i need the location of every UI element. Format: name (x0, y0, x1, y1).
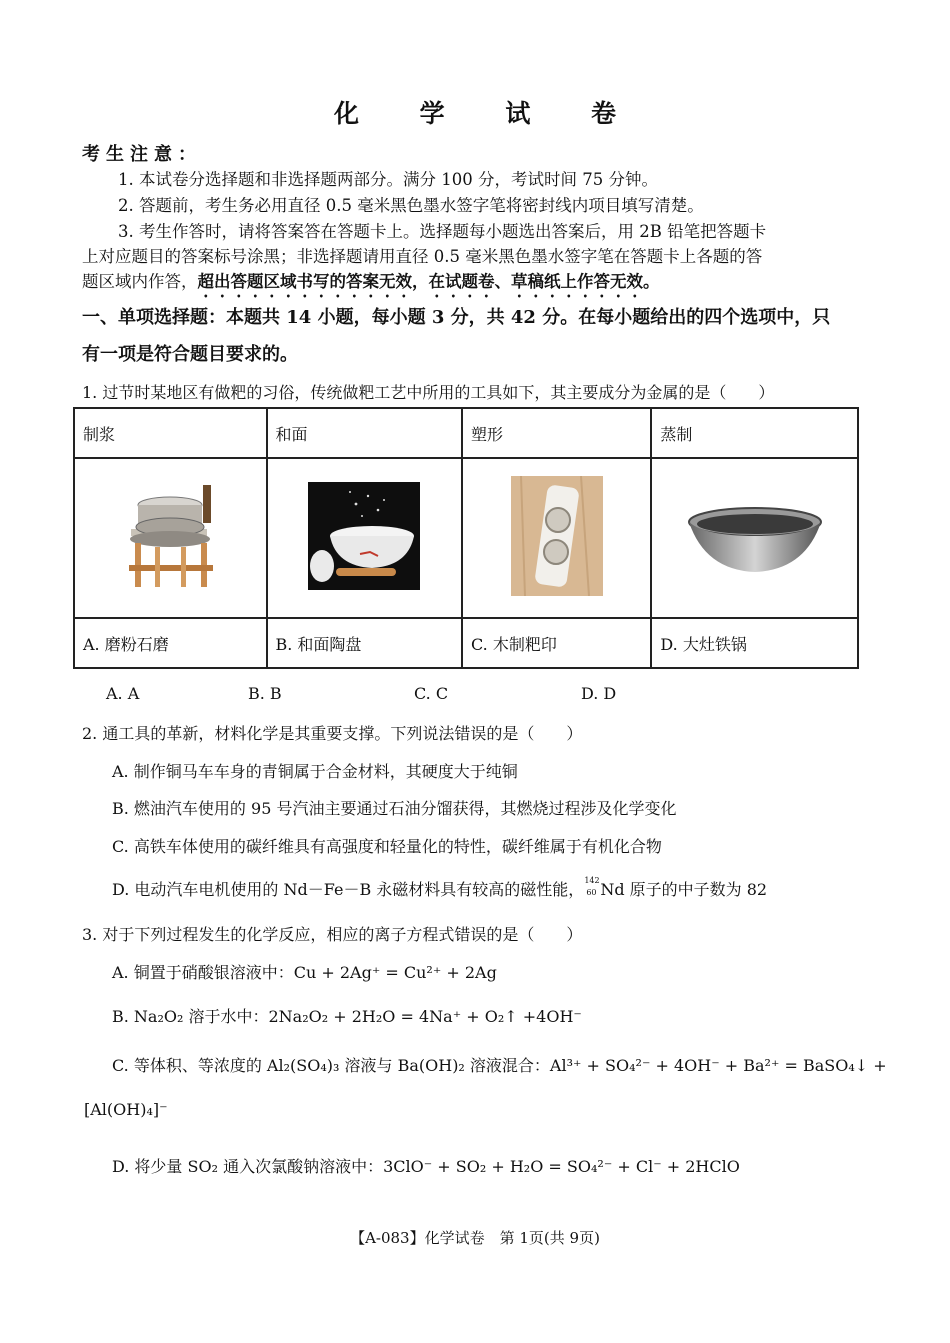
q2-option-c[interactable]: C. 高铁车体使用的碳纤维具有高强度和轻量化的特性，碳纤维属于有机化合物 (112, 837, 662, 856)
option-caption: D. 大灶铁锅 (651, 618, 858, 668)
q3-option-c-cont: [Al(OH)₄]⁻ (84, 1100, 168, 1119)
q2-option-d[interactable] (112, 877, 767, 900)
notice-line-5 (82, 268, 660, 301)
q2-option-d-tail: Nd 原子的中子数为 82 (600, 880, 768, 899)
q1-option-a[interactable]: A. A (106, 684, 140, 703)
q3-stem: 3. 对于下列过程发生的化学反应，相应的离子方程式错误的是（ ） (82, 925, 583, 944)
q3-option-c[interactable]: C. 等体积、等浓度的 Al₂(SO₄)₃ 溶液与 Ba(OH)₂ 溶液混合：Al³⁺ + SO₄²⁻ + 4OH⁻ + Ba²⁺ = BaSO₄↓ + (112, 1056, 887, 1075)
q1-option-b[interactable]: B. B (248, 684, 282, 703)
stone-mill-image-cell (74, 458, 267, 618)
option-caption: C. 木制粑印 (462, 618, 651, 668)
q2-option-d-text: D. 电动汽车电机使用的 Nd－Fe－B 永磁材料具有较高的磁性能， (112, 880, 585, 899)
mass-number: 142 (584, 876, 600, 885)
q1-option-c[interactable]: C. C (414, 684, 449, 703)
table-header: 蒸制 (651, 408, 858, 458)
option-caption: A. 磨粉石磨 (74, 618, 267, 668)
q1-tools-table (73, 407, 859, 669)
notice-line-1: 1. 本试卷分选择题和非选择题两部分。满分 100 分，考试时间 75 分钟。 (118, 170, 658, 189)
ceramic-basin-image-cell (267, 458, 462, 618)
q3-option-b[interactable]: B. Na₂O₂ 溶于水中：2Na₂O₂ + 2H₂O = 4Na⁺ + O₂↑ +4OH⁻ (112, 1007, 582, 1026)
iron-wok-image-cell (651, 458, 858, 618)
nuclide-notation (584, 876, 600, 899)
q3-option-a[interactable]: A. 铜置于硝酸银溶液中：Cu + 2Ag⁺ = Cu²⁺ + 2Ag (112, 963, 497, 982)
wooden-mold-image-cell (462, 458, 651, 618)
q1-option-d[interactable]: D. D (581, 684, 617, 703)
q2-stem: 2. 通工具的革新，材料化学是其重要支撑。下列说法错误的是（ ） (82, 724, 583, 743)
q2-option-a[interactable]: A. 制作铜马车车身的青铜属于合金材料，其硬度大于纯铜 (112, 762, 518, 781)
notice-heading: 考生注意： (82, 144, 202, 165)
option-caption: B. 和面陶盘 (267, 618, 462, 668)
table-header: 制浆 (74, 408, 267, 458)
notice-line-3: 3. 考生作答时，请将答案答在答题卡上。选择题每小题选出答案后，用 2B 铅笔把答题卡 (118, 222, 767, 241)
section-1-heading: 一、单项选择题：本题共 14 小题，每小题 3 分，共 42 分。在每小题给出的四个选项中，只 (82, 307, 831, 328)
wooden-mold-image (511, 476, 603, 596)
ceramic-basin-image (308, 482, 420, 590)
stone-mill-image (115, 477, 225, 595)
table-header: 和面 (267, 408, 462, 458)
notice-emphasis: 超出答题区域书写的答案无效，在试题卷、草稿纸上作答无效。 (197, 272, 660, 291)
section-1-heading-cont: 有一项是符合题目要求的。 (82, 344, 298, 365)
q2-option-b[interactable]: B. 燃油汽车使用的 95 号汽油主要通过石油分馏获得，其燃烧过程涉及化学变化 (112, 799, 677, 818)
notice-line-5-plain: 题区域内作答， (82, 272, 198, 291)
exam-title: 化 学 试 卷 (333, 99, 643, 128)
iron-wok-image (685, 496, 825, 576)
page-footer: 【A-083】化学试卷 第 1页(共 9页) (350, 1229, 600, 1247)
q3-option-d[interactable]: D. 将少量 SO₂ 通入次氯酸钠溶液中：3ClO⁻ + SO₂ + H₂O = SO₄²⁻ + Cl⁻ + 2HClO (112, 1157, 740, 1176)
atomic-number: 60 (586, 888, 597, 897)
notice-line-2: 2. 答题前，考生务必用直径 0.5 毫米黑色墨水签字笔将密封线内项目填写清楚。 (118, 196, 704, 215)
table-header: 塑形 (462, 408, 651, 458)
q1-stem: 1. 过节时某地区有做粑的习俗，传统做粑工艺中所用的工具如下，其主要成分为金属的是（ ） (82, 383, 775, 402)
notice-line-4: 上对应题目的答案标号涂黑；非选择题请用直径 0.5 毫米黑色墨水签字笔在答题卡上各题的答 (82, 247, 763, 266)
